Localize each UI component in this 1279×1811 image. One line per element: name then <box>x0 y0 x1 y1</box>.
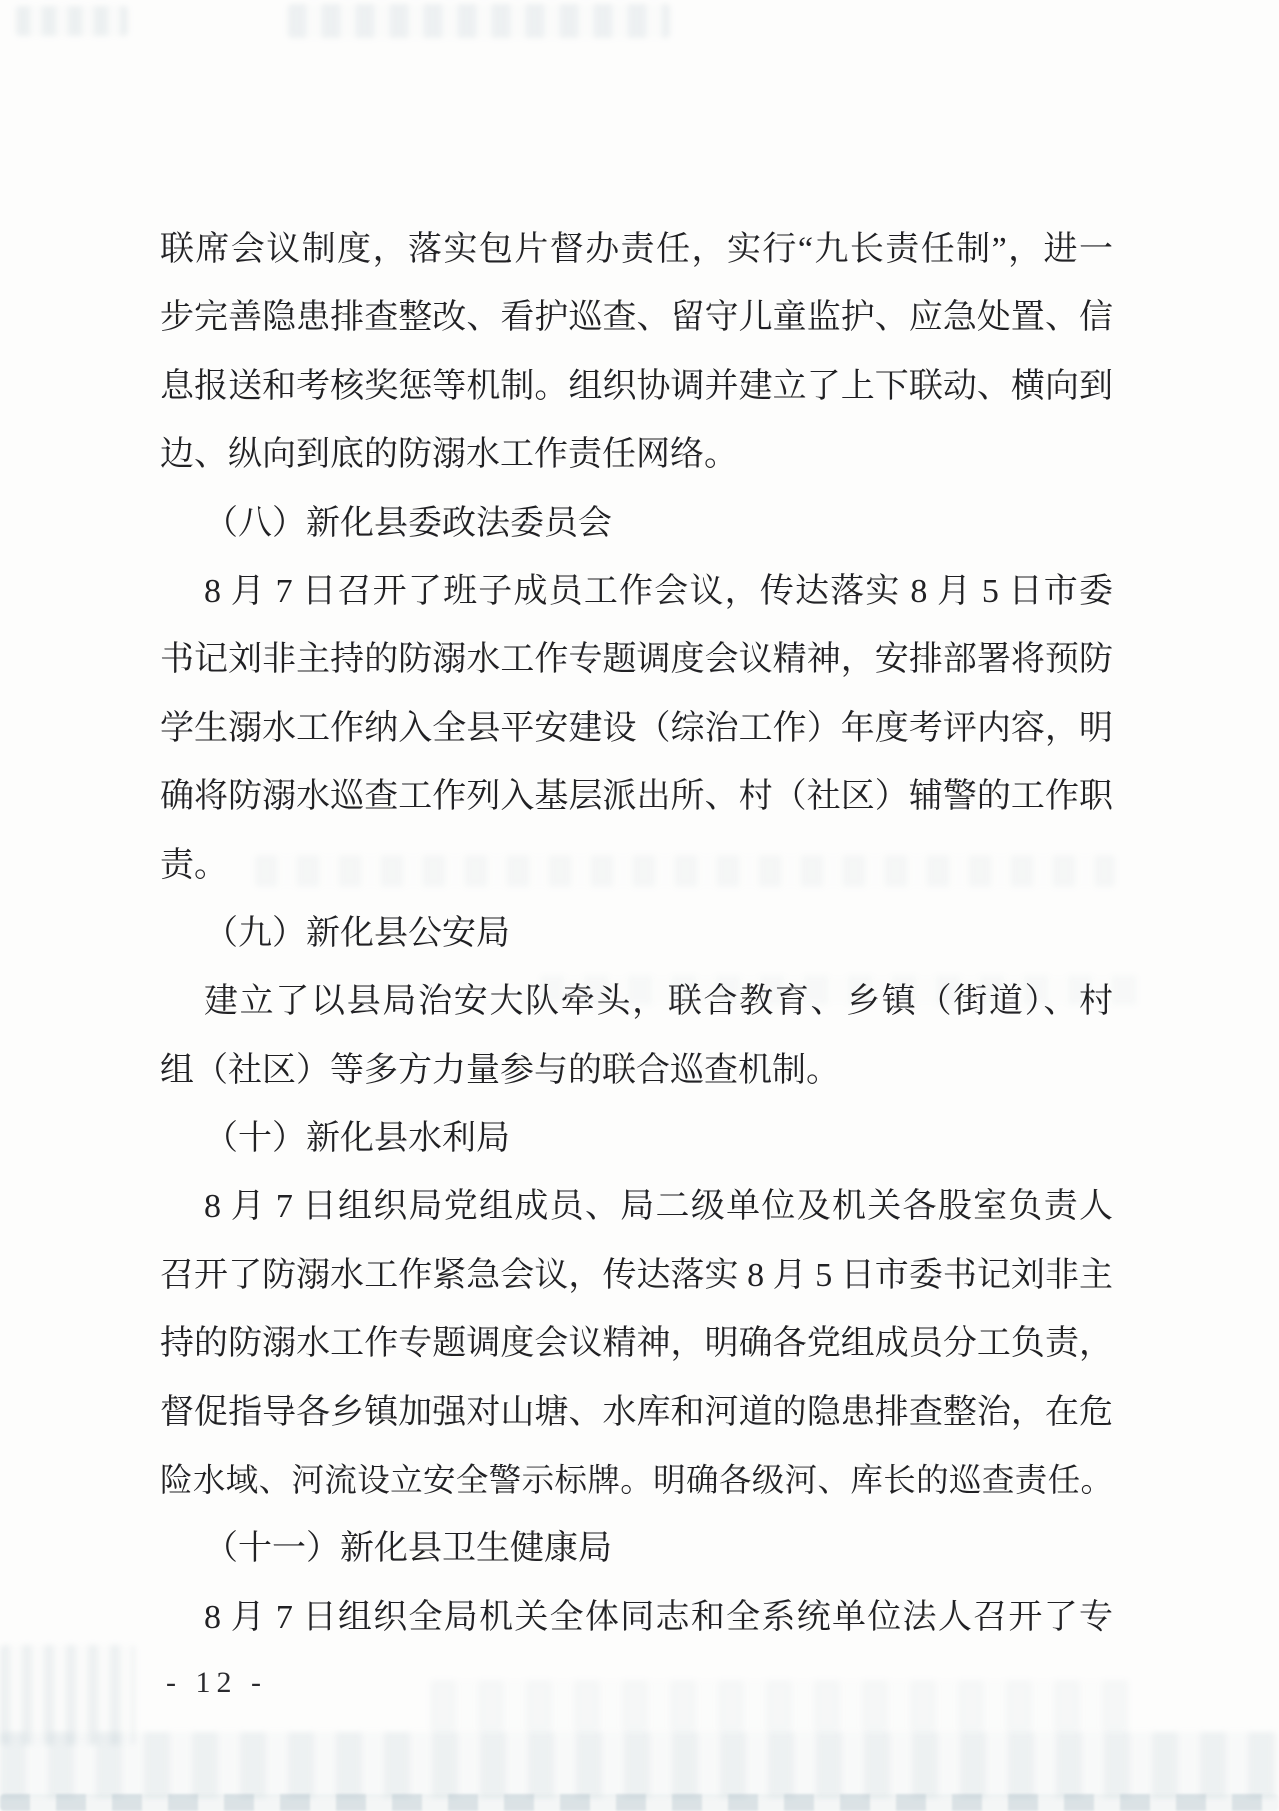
text-line: 8 月 7 日召开了班子成员工作会议，传达落实 8 月 5 日市委 <box>204 572 1113 610</box>
page-number: - 12 - <box>166 1666 267 1699</box>
text-line: 持的防溺水工作专题调度会议精神，明确各党组成员分工负责， <box>160 1325 1113 1363</box>
text-line: 息报送和考核奖惩等机制。组织协调并建立了上下联动、横向到 <box>160 367 1113 405</box>
section-heading: （八）新化县委政法委员会 <box>204 504 612 542</box>
document-body <box>160 216 1113 1652</box>
text-line: 联席会议制度，落实包片督办责任，实行“九长责任制”，进一 <box>160 231 1113 268</box>
text-line: 险水域、河流设立安全警示标牌。明确各级河、库长的巡查责任。 <box>160 1463 1113 1500</box>
text-line: 8 月 7 日组织全局机关全体同志和全系统单位法人召开了专 <box>204 1598 1113 1636</box>
ink-bleed-artifact <box>0 1794 1279 1811</box>
section-heading: （十一）新化县卫生健康局 <box>204 1530 612 1568</box>
text-line: 召开了防溺水工作紧急会议，传达落实 8 月 5 日市委书记刘非主 <box>160 1256 1113 1294</box>
text-line: 步完善隐患排查整改、看护巡查、留守儿童监护、应急处置、信 <box>160 299 1113 337</box>
ink-bleed-artifact <box>288 4 670 38</box>
text-line: 组（社区）等多方力量参与的联合巡查机制。 <box>160 1051 840 1089</box>
text-line: 8 月 7 日组织局党组成员、局二级单位及机关各股室负责人 <box>204 1188 1113 1226</box>
ink-bleed-artifact <box>430 1680 1130 1732</box>
text-line: 建立了以县局治安大队牵头，联合教育、乡镇（街道）、村 <box>204 983 1113 1021</box>
text-line: 确将防溺水巡查工作列入基层派出所、村（社区）辅警的工作职 <box>160 778 1113 816</box>
ink-bleed-artifact <box>16 6 128 36</box>
ink-bleed-artifact <box>0 1645 135 1745</box>
text-line: 书记刘非主持的防溺水工作专题调度会议精神，安排部署将预防 <box>160 641 1113 679</box>
text-line: 责。 <box>160 846 228 884</box>
text-line: 督促指导各乡镇加强对山塘、水库和河道的隐患排查整治，在危 <box>160 1393 1113 1431</box>
ink-bleed-artifact <box>0 1732 1279 1798</box>
section-heading: （十）新化县水利局 <box>204 1120 510 1158</box>
section-heading: （九）新化县公安局 <box>204 914 510 952</box>
text-line: 学生溺水工作纳入全县平安建设（综治工作）年度考评内容，明 <box>160 709 1113 747</box>
text-line: 边、纵向到底的防溺水工作责任网络。 <box>160 436 738 474</box>
